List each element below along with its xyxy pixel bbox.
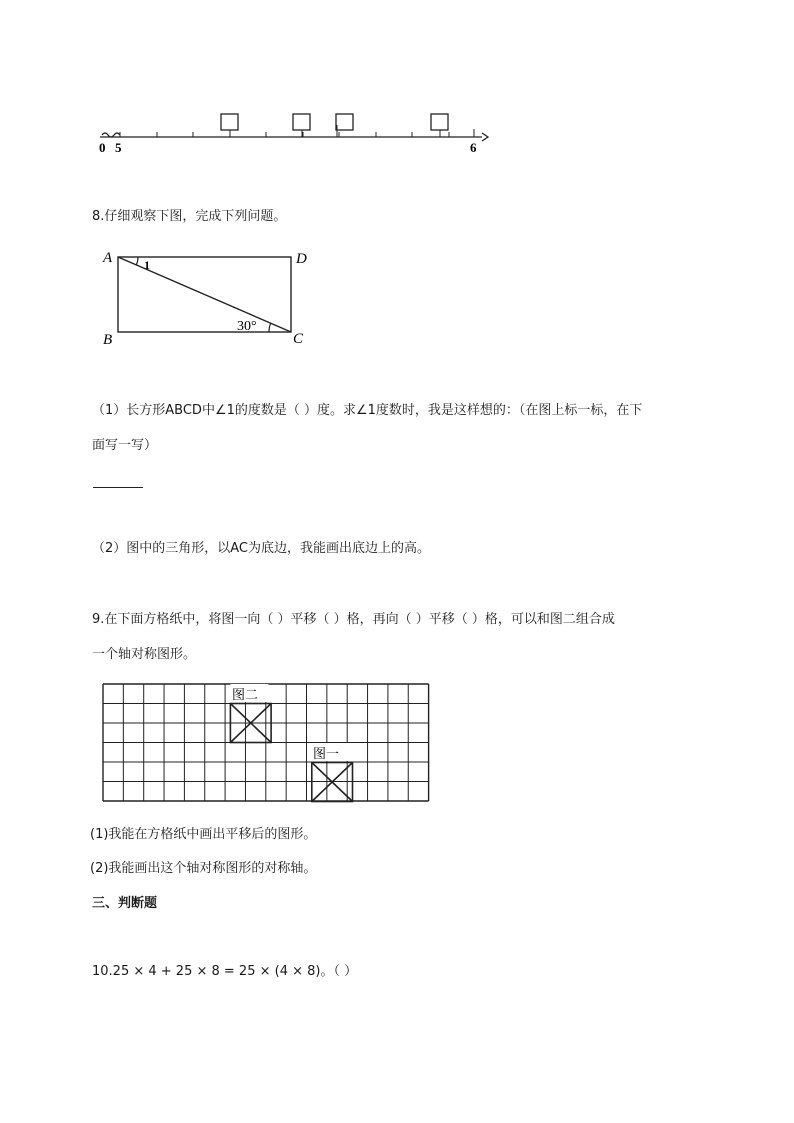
figure-two-label: 图二 (232, 687, 259, 702)
figure-two (230, 684, 271, 743)
rectangle-abcd-figure (98, 244, 318, 349)
grid-paper[interactable] (100, 682, 432, 806)
q9-line2: 一个轴对称图形。 (92, 647, 197, 662)
q8-sub1-line2: 面写一写） (92, 438, 158, 453)
answer-underline[interactable] (93, 487, 143, 488)
vertex-b-label: B (103, 332, 113, 348)
answer-box-1[interactable] (221, 114, 238, 137)
section-3-title: 三、判断题 (92, 896, 158, 911)
q8-sub1-line1: （1）长方形ABCD中∠1的度数是（ ）度。求∠1度数时，我是这样想的：（在图上标一标，在下 (92, 403, 643, 418)
figure-one (312, 743, 353, 802)
angle-1-arc (136, 257, 138, 265)
angle-1-label: 1 (144, 258, 150, 272)
number-line-label-6: 6 (470, 140, 477, 155)
q8-heading: 8.仔细观察下图，完成下列问题。 (92, 209, 287, 224)
number-line-arrow (482, 133, 488, 141)
q10-statement: 10.25 × 4 + 25 × 8 = 25 × (4 × 8)。（ ） (92, 964, 358, 979)
answer-box-4[interactable] (431, 114, 448, 137)
q9-sub1: (1)我能在方格纸中画出平移后的图形。 (90, 827, 317, 842)
answer-box-2[interactable] (293, 114, 310, 137)
vertex-d-label: D (296, 251, 307, 267)
angle-30-label: 30° (237, 319, 257, 334)
q9-line1: 9.在下面方格纸中，将图一向（ ）平移（ ）格，再向（ ）平移（ ）格，可以和图二组合成 (92, 612, 615, 627)
number-line-label-0: 0 (99, 140, 106, 155)
q8-sub2: （2）图中的三角形，以AC为底边，我能画出底边上的高。 (92, 541, 431, 556)
number-line-label-5: 5 (115, 140, 122, 155)
q9-sub2: (2)我能画出这个轴对称图形的对称轴。 (90, 861, 317, 876)
vertex-c-label: C (293, 331, 304, 347)
figure-one-label: 图一 (313, 746, 340, 761)
number-line (90, 105, 500, 160)
angle-30-arc (269, 323, 271, 332)
vertex-a-label: A (103, 250, 113, 266)
